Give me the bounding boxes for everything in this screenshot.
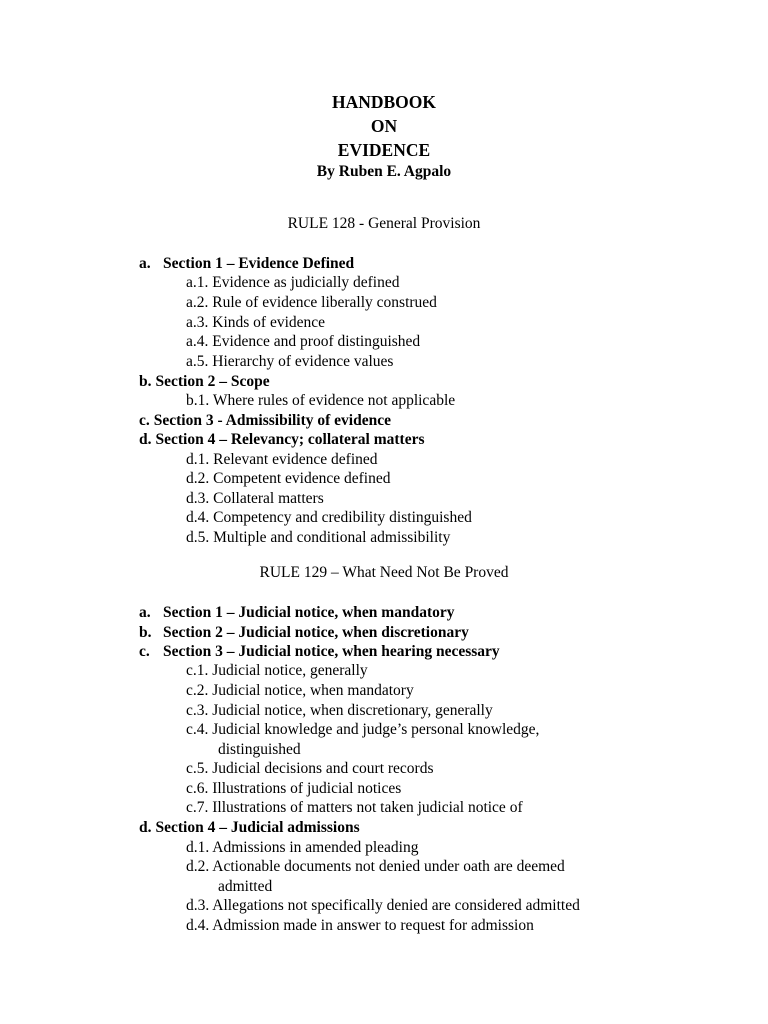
section-letter: c.: [139, 643, 150, 660]
section-letter: c.: [139, 412, 150, 429]
section-letter: a.: [139, 255, 151, 272]
section-letter: a.: [139, 604, 151, 621]
section-label: Section 4 – Relevancy; collateral matters: [155, 431, 425, 448]
title-line-2: ON: [370, 116, 398, 136]
subsection-c4: c.4. Judicial knowledge and judge’s personal knowledge,: [186, 721, 540, 738]
section-letter: b.: [139, 373, 152, 390]
section-label: Section 2 – Scope: [155, 373, 270, 390]
subsection-d1: d.1. Admissions in amended pleading: [186, 839, 419, 856]
rule-128-section-1: [139, 254, 354, 274]
subsection-a2: a.2. Rule of evidence liberally construed: [186, 294, 437, 311]
section-label: Section 1 – Judicial notice, when mandatory: [163, 604, 455, 621]
title-line-3: EVIDENCE: [337, 140, 431, 160]
section-label: Section 1 – Evidence Defined: [163, 255, 355, 272]
title-block: [0, 90, 768, 182]
subsection-c3: c.3. Judicial notice, when discretionary, generally: [186, 702, 493, 719]
subsection-d4: d.4. Admission made in answer to request for admission: [186, 917, 534, 934]
section-letter: d.: [139, 819, 152, 836]
subsection-c1: c.1. Judicial notice, generally: [186, 662, 368, 679]
subsection-a4: a.4. Evidence and proof distinguished: [186, 333, 421, 350]
rule-129-section-2: [139, 623, 469, 643]
subsection-d3: d.3. Allegations not specifically denied are considered admitted: [186, 897, 580, 914]
subsection-b1: b.1. Where rules of evidence not applicable: [186, 392, 456, 409]
rule-128-section-3: [139, 411, 391, 431]
section-label: Section 3 – Judicial notice, when hearing necessary: [163, 643, 500, 660]
rule-128-heading: RULE 128 - General Provision: [287, 215, 481, 232]
section-label: Section 4 – Judicial admissions: [155, 819, 360, 836]
subsection-d2: d.2. Actionable documents not denied under oath are deemed: [186, 858, 565, 875]
subsection-d3: d.3. Collateral matters: [186, 490, 324, 507]
subsection-d5: d.5. Multiple and conditional admissibility: [186, 529, 451, 546]
rule-129-heading: [0, 564, 768, 582]
subsection-d2-continued: admitted: [218, 878, 273, 895]
section-label: Section 3 - Admissibility of evidence: [153, 412, 391, 429]
subsection-d1: d.1. Relevant evidence defined: [186, 451, 378, 468]
rule-129-section-3: [139, 642, 500, 662]
rule-128-section-2: [139, 372, 270, 392]
subsection-c6: c.6. Illustrations of judicial notices: [186, 780, 402, 797]
author-line: By Ruben E. Agpalo: [316, 163, 452, 180]
subsection-a1: a.1. Evidence as judicially defined: [186, 274, 400, 291]
subsection-c5: c.5. Judicial decisions and court records: [186, 760, 434, 777]
section-label: Section 2 – Judicial notice, when discretionary: [163, 624, 469, 641]
rule-129-section-4: [139, 818, 360, 838]
subsection-a3: a.3. Kinds of evidence: [186, 314, 326, 331]
subsection-d2: d.2. Competent evidence defined: [186, 470, 391, 487]
subsection-a5: a.5. Hierarchy of evidence values: [186, 353, 394, 370]
subsection-c7: c.7. Illustrations of matters not taken judicial notice of: [186, 799, 523, 816]
subsection-c4-continued: distinguished: [218, 741, 301, 758]
subsection-c2: c.2. Judicial notice, when mandatory: [186, 682, 414, 699]
subsection-d4: d.4. Competency and credibility distinguished: [186, 509, 472, 526]
section-letter: d.: [139, 431, 152, 448]
section-letter: b.: [139, 624, 152, 641]
rule-129-heading-text: RULE 129 – What Need Not Be Proved: [259, 564, 509, 581]
title-line-1: HANDBOOK: [331, 92, 437, 112]
rule-129-section-1: [139, 603, 455, 623]
rule-128-section-4: [139, 430, 425, 450]
